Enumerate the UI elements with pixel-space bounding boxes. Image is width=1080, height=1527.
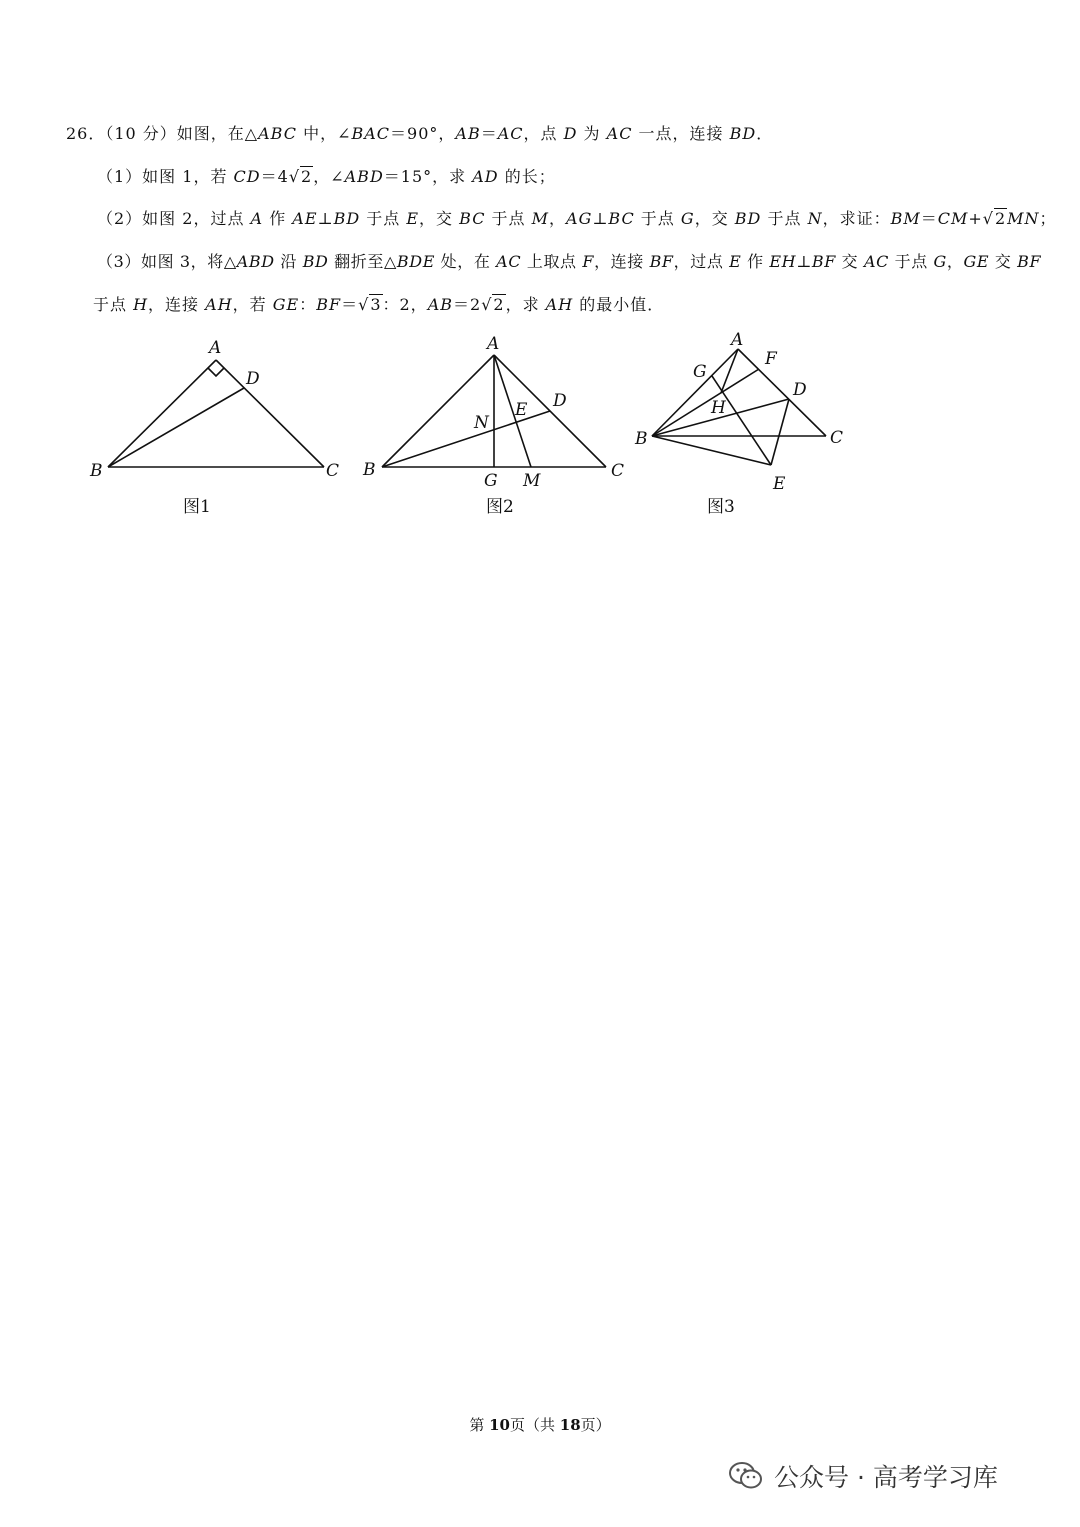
figure-2-caption: 图2 xyxy=(486,497,514,517)
label-c: C xyxy=(830,428,844,448)
label-b: B xyxy=(635,429,648,449)
label-c: C xyxy=(611,461,625,481)
sqrt-symbol: √ xyxy=(982,209,994,228)
label-d: D xyxy=(246,369,260,389)
label-d: D xyxy=(553,391,567,411)
sqrt-symbol: √ xyxy=(288,167,301,186)
label-g: G xyxy=(693,362,707,382)
label-c: C xyxy=(326,461,340,481)
label-a: A xyxy=(209,338,222,358)
figure-3 xyxy=(0,0,1080,540)
question-part-2: （2）如图 2，过点 A 作 AE⊥BD 于点 E，交 BC 于点 M，AG⊥BC 于点 G，交 BD 于点 N，求证：BM＝CM+√2MN； xyxy=(97,209,1057,228)
label-a: A xyxy=(487,334,500,354)
watermark-text: 公众号 · 高考学习库 xyxy=(774,1463,998,1492)
label-b: B xyxy=(90,461,103,481)
label-d: D xyxy=(793,380,807,400)
label-f: F xyxy=(765,349,777,369)
segment-ge xyxy=(712,376,771,465)
question-part-1: （1）如图 1，若 CD＝4√2，∠ABD＝15°，求 AD 的长； xyxy=(97,167,556,186)
label-h: H xyxy=(711,398,726,418)
question-part-3-line-2: 于点 H，连接 AH，若 GE：BF＝√3：2，AB＝2√2，求 AH 的最小值． xyxy=(93,295,665,314)
label-b: B xyxy=(363,460,376,480)
label-e: E xyxy=(515,400,528,420)
sqrt-symbol: √ xyxy=(481,295,493,314)
label-m: M xyxy=(523,471,541,491)
wechat-icon xyxy=(728,1461,764,1491)
question-stem: 26．（10 分）如图，在△ABC 中，∠BAC＝90°，AB＝AC，点 D 为 AC 一点，连接 BD． xyxy=(66,124,774,143)
segment-ah xyxy=(721,349,738,393)
figure-1-caption: 图1 xyxy=(183,497,211,517)
watermark xyxy=(728,1458,998,1494)
figure-3-caption: 图3 xyxy=(707,497,735,517)
label-a: A xyxy=(731,330,744,350)
label-e: E xyxy=(773,474,786,494)
question-part-3-line-1: （3）如图 3，将△ABD 沿 BD 翻折至△BDE 处，在 AC 上取点 F，连接 BF，过点 E 作 EH⊥BF 交 AC 于点 G，GE 交 BF xyxy=(97,252,1042,271)
label-g: G xyxy=(484,471,498,491)
label-n: N xyxy=(474,413,489,433)
segment-de xyxy=(771,399,789,465)
segment-be xyxy=(652,436,771,465)
page-footer: 第 10页（共 18页） xyxy=(469,1416,611,1434)
sqrt-symbol: √ xyxy=(358,295,370,314)
